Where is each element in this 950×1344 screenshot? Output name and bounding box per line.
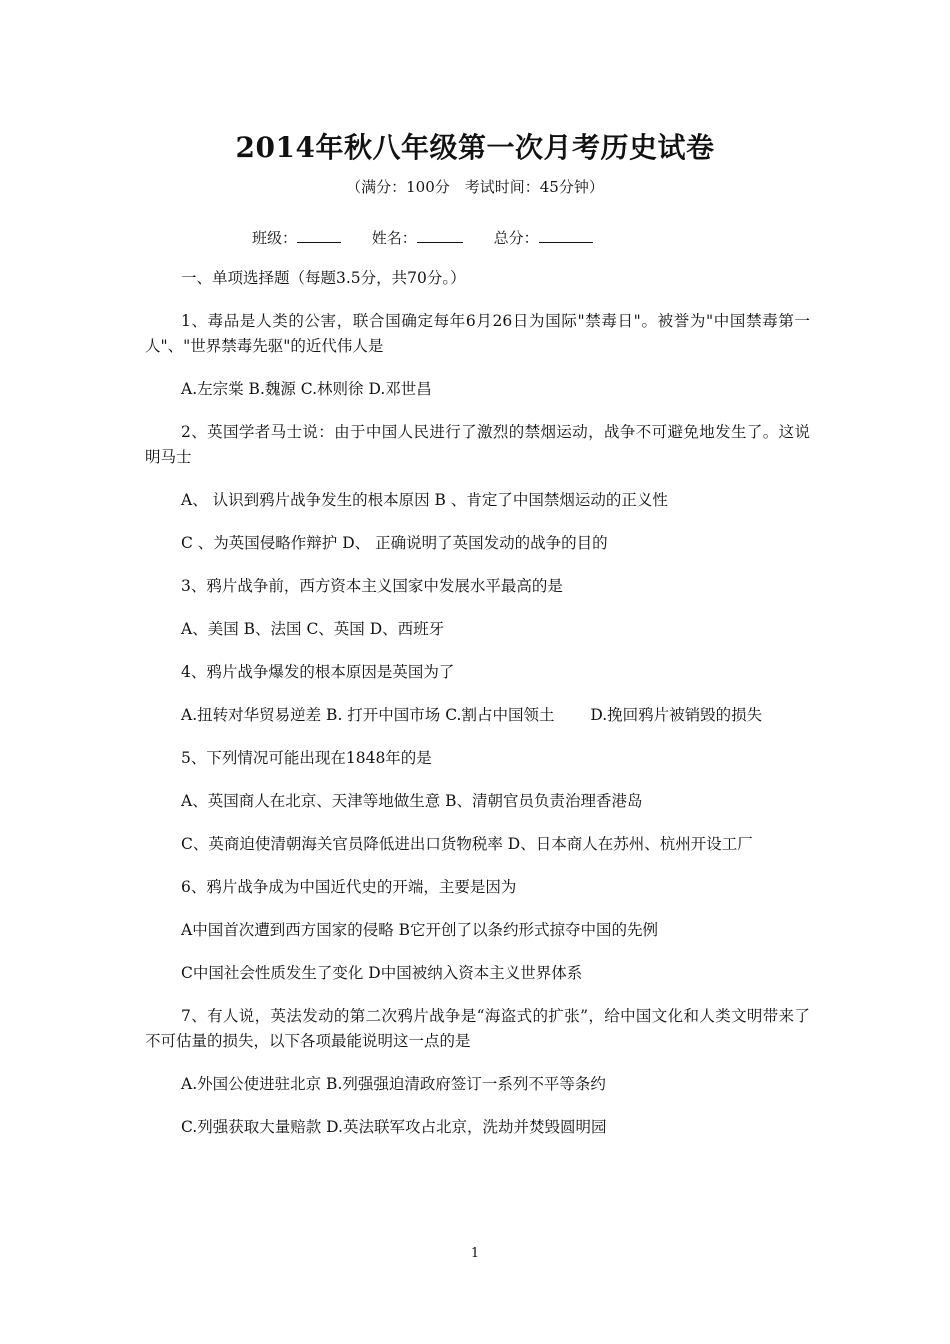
question-2-options-ab: A、 认识到鸦片战争发生的根本原因 B 、肯定了中国禁烟运动的正义性 xyxy=(181,491,668,509)
question-5-stem: 5、下列情况可能出现在1848年的是 xyxy=(181,749,432,767)
question-5-options-cd: C、英商迫使清朝海关官员降低进出口货物税率 D、日本商人在苏州、杭州开设工厂 xyxy=(181,835,753,853)
question-7-options-cd: C.列强获取大量赔款 D.英法联军攻占北京，洗劫并焚毁圆明园 xyxy=(181,1118,607,1136)
exam-title: 2014年秋八年级第一次月考历史试卷 xyxy=(235,131,715,164)
question-1-stem: 1、毒品是人类的公害，联合国确定每年6月26日为国际"禁毒日"。被誉为"中国禁毒第一人"、"世界禁毒先驱"的近代伟人是 xyxy=(145,312,810,355)
page-number: 1 xyxy=(470,1246,480,1261)
class-label: 班级： xyxy=(252,229,298,247)
question-6-options-ab: A中国首次遭到西方国家的侵略 B它开创了以条约形式掠夺中国的先例 xyxy=(181,921,659,939)
question-7-options-ab: A.外国公使进驻北京 B.列强强迫清政府签订一系列不平等条约 xyxy=(181,1075,606,1093)
question-4-options: A.扭转对华贸易逆差 B. 打开中国市场 C.割占中国领土 D.挽回鸦片被销毁的损失 xyxy=(181,706,763,724)
question-3-stem: 3、鸦片战争前，西方资本主义国家中发展水平最高的是 xyxy=(181,577,563,595)
question-6-stem: 6、鸦片战争成为中国近代史的开端，主要是因为 xyxy=(181,878,517,896)
name-blank xyxy=(417,226,463,243)
question-2-options-cd: C 、为英国侵略作辩护 D、 正确说明了英国发动的战争的目的 xyxy=(181,534,608,552)
name-label: 姓名： xyxy=(371,229,417,247)
question-3-options: A、美国 B、法国 C、英国 D、西班牙 xyxy=(181,620,445,638)
section-heading: 一、单项选择题（每题3.5分，共70分。） xyxy=(181,269,466,287)
question-7-stem: 7、有人说，英法发动的第二次鸦片战争是“海盗式的扩张”，给中国文化和人类文明带来了不可估量的损失，以下各项最能说明这一点的是 xyxy=(145,1007,810,1050)
class-blank xyxy=(297,226,341,243)
exam-subtitle: （满分：100分 考试时间：45分钟） xyxy=(346,178,604,196)
exam-content xyxy=(145,266,810,1158)
score-label: 总分： xyxy=(493,229,539,247)
student-info-line xyxy=(252,226,593,249)
question-2-stem: 2、英国学者马士说：由于中国人民进行了激烈的禁烟运动，战争不可避免地发生了。这说明马士 xyxy=(145,423,810,466)
question-5-options-ab: A、英国商人在北京、天津等地做生意 B、清朝官员负责治理香港岛 xyxy=(181,792,643,810)
question-1-options: A.左宗棠 B.魏源 C.林则徐 D.邓世昌 xyxy=(181,380,432,398)
score-blank xyxy=(539,226,593,243)
question-4-stem: 4、鸦片战争爆发的根本原因是英国为了 xyxy=(181,663,455,681)
question-6-options-cd: C中国社会性质发生了变化 D中国被纳入资本主义世界体系 xyxy=(181,964,583,982)
